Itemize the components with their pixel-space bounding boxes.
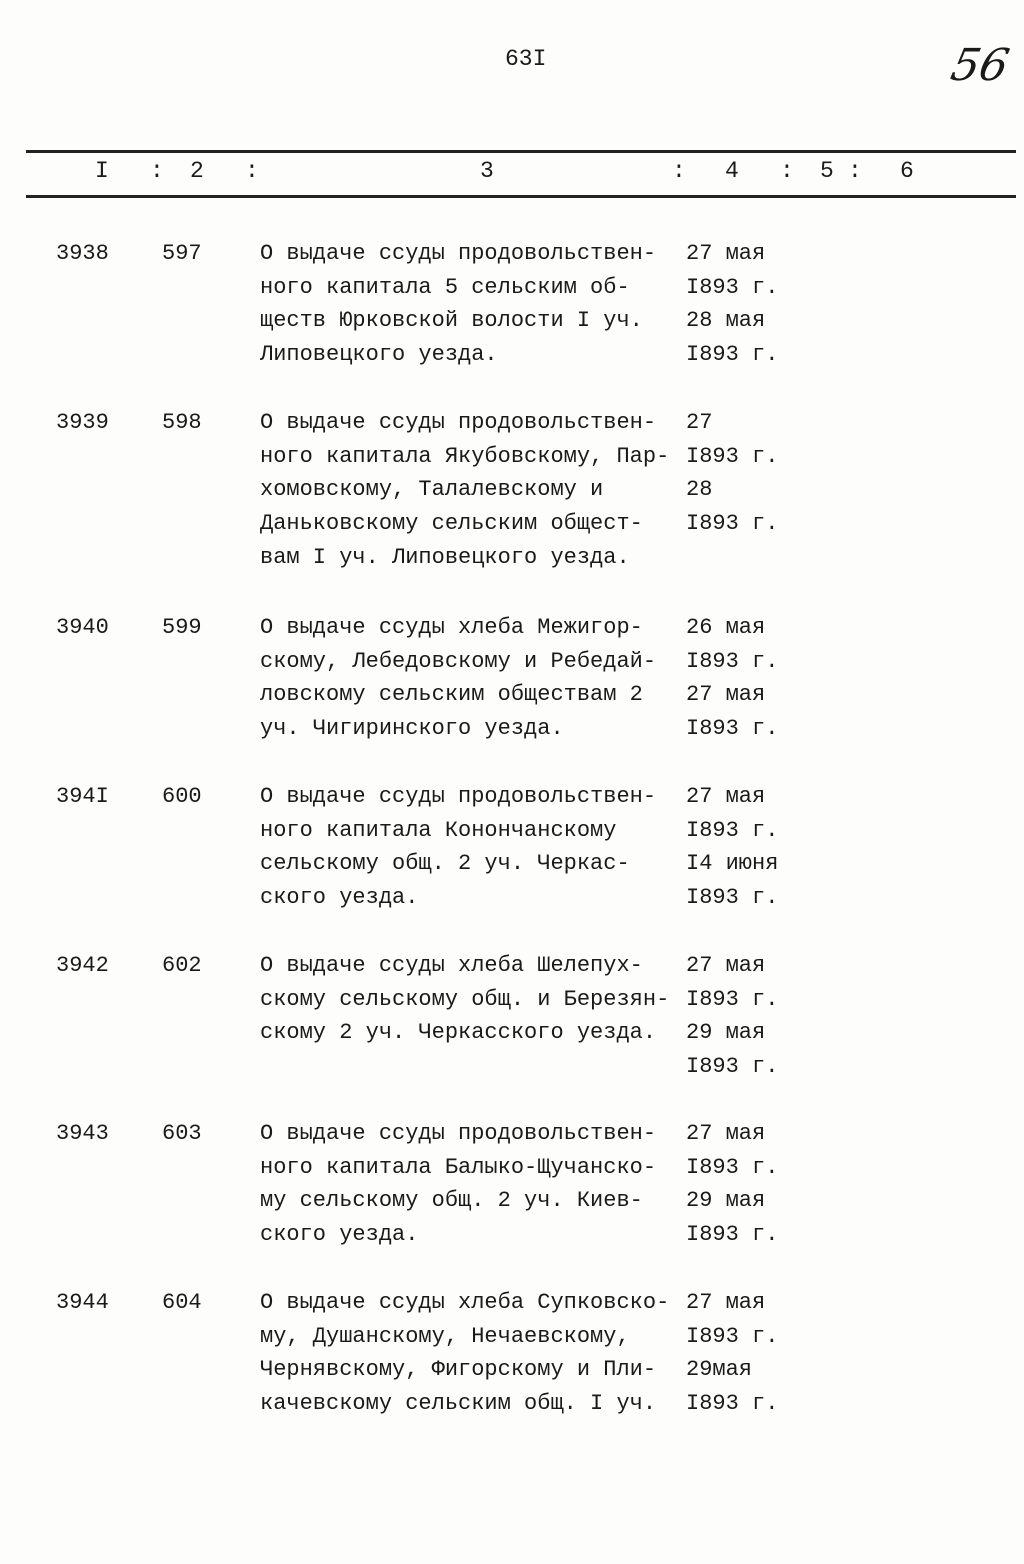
title-line: О выдаче ссуды продовольствен- [260,410,657,435]
title-line: О выдаче ссуды продовольствен- [260,241,657,266]
page-number: 63I [505,46,547,72]
date-line: I893 г. [686,817,779,843]
date-line: I893 г. [686,1222,779,1248]
header-separator: : [848,158,862,184]
date-line: I893 г. [686,1054,779,1080]
record-dates [686,780,778,915]
old-record-number: 604 [162,1290,202,1315]
date-line: I893 г. [686,648,779,674]
record-dates [686,1286,778,1421]
title-line: скому 2 уч. Черкасского уезда. [260,1020,657,1046]
title-line: вам I уч. Липовецкого уезда. [260,544,630,570]
date-line: I893 г. [686,716,779,742]
title-line: ного капитала 5 сельским об- [260,274,630,300]
date-line: 27 мая [686,953,766,978]
title-line: скому, Лебедовскому и Ребедай- [260,648,657,674]
header-col-5: 5 [820,158,834,184]
date-line: 27 мая [686,682,766,708]
date-line: 27 мая [686,784,766,809]
date-line: I893 г. [686,1391,779,1417]
title-line: Даньковскому сельским общест- [260,511,643,537]
record-title [260,780,656,915]
date-line: I893 г. [686,885,779,911]
date-line: 29мая [686,1357,753,1383]
date-line: I893 г. [686,986,779,1012]
header-col-4: 4 [725,158,739,184]
header-separator: : [672,158,686,184]
record-dates [686,1117,778,1252]
record-number: 3944 [56,1290,109,1315]
date-line: 27 мая [686,1290,766,1315]
header-top-rule [26,150,1016,153]
record-number: 3938 [56,241,109,266]
date-line: 26 мая [686,615,766,640]
title-line: ществ Юрковской волости I уч. [260,308,643,334]
title-line: О выдаче ссуды хлеба Супковско- [260,1290,670,1315]
date-line: 29 мая [686,1188,766,1214]
title-line: ного капитала Балыко-Щучанско- [260,1154,657,1180]
date-line: I893 г. [686,511,779,537]
title-line: му, Душанскому, Нечаевскому, [260,1323,630,1349]
title-line: ловскому сельским обществам 2 [260,682,643,708]
date-line: 27 мая [686,241,766,266]
title-line: О выдаче ссуды хлеба Межигор- [260,615,643,640]
title-line: О выдаче ссуды продовольствен- [260,784,657,809]
old-record-number: 603 [162,1121,202,1146]
record-number: 3943 [56,1121,109,1146]
old-record-number: 598 [162,410,202,435]
old-record-number: 602 [162,953,202,978]
record-title [260,237,656,372]
record-dates [686,611,778,746]
title-line: Липовецкого уезда. [260,342,498,368]
date-line: 27 [686,410,713,435]
old-record-number: 600 [162,784,202,809]
record-title [260,1117,656,1252]
header-col-6: 6 [900,158,914,184]
title-line: хомовскому, Талалевскому и [260,477,604,503]
date-line: 29 мая [686,1020,766,1046]
record-number: 3940 [56,615,109,640]
title-line: уч. Чигиринского уезда. [260,716,564,742]
title-line: О выдаче ссуды продовольствен- [260,1121,657,1146]
title-line: качевскому сельским общ. I уч. [260,1391,657,1417]
header-separator: : [245,158,259,184]
date-line: I893 г. [686,274,779,300]
date-line: I893 г. [686,342,779,368]
record-dates [686,949,778,1084]
record-dates [686,237,778,372]
record-title [260,1286,669,1421]
title-line: ского уезда. [260,1222,419,1248]
record-dates [686,406,778,541]
header-separator: : [150,158,164,184]
title-line: му сельскому общ. 2 уч. Киев- [260,1188,643,1214]
old-record-number: 599 [162,615,202,640]
date-line: I893 г. [686,1154,779,1180]
title-line: сельскому общ. 2 уч. Черкас- [260,851,630,877]
record-number: 3939 [56,410,109,435]
date-line: I893 г. [686,443,779,469]
title-line: ного капитала Якубовскому, Пар- [260,443,670,469]
title-line: О выдаче ссуды хлеба Шелепух- [260,953,643,978]
header-bottom-rule [26,195,1016,198]
old-record-number: 597 [162,241,202,266]
header-col-1: I [95,158,109,184]
record-number: 394I [56,784,109,809]
date-line: 27 мая [686,1121,766,1146]
title-line: ного капитала Конончанскому [260,817,617,843]
date-line: I4 июня [686,851,779,877]
header-col-2: 2 [190,158,204,184]
title-line: скому сельскому общ. и Березян- [260,986,670,1012]
record-title [260,406,669,575]
title-line: Чернявскому, Фигорскому и Пли- [260,1357,657,1383]
record-number: 3942 [56,953,109,978]
date-line: 28 мая [686,308,766,334]
handwritten-folio-number: 56 [946,40,1014,91]
date-line: 28 [686,477,713,503]
title-line: ского уезда. [260,885,419,911]
record-title [260,949,669,1050]
date-line: I893 г. [686,1323,779,1349]
header-separator: : [780,158,794,184]
record-title [260,611,656,746]
header-col-3: 3 [480,158,494,184]
